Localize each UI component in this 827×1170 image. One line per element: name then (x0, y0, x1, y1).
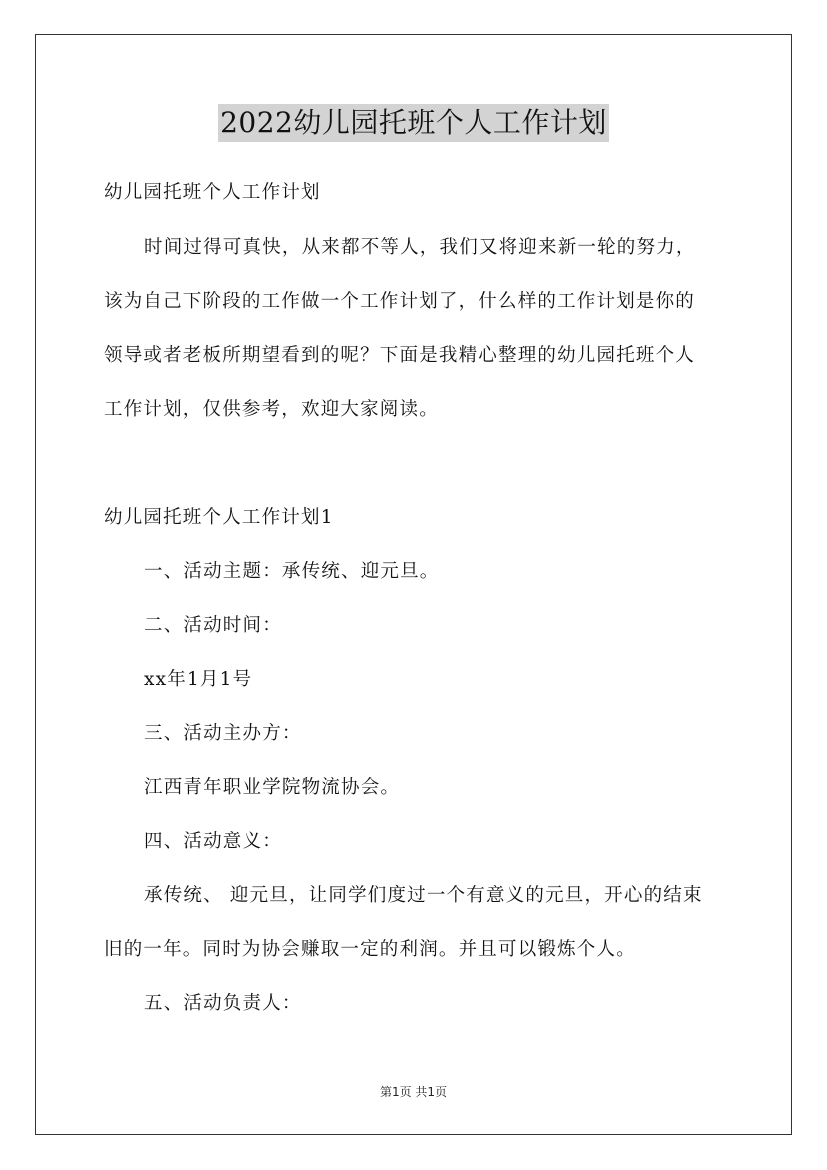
item-meaning-label: 四、活动意义： (144, 831, 282, 852)
title-container (0, 104, 827, 142)
page-footer: 第1页 共1页 (379, 1085, 448, 1099)
item-organizer-value: 江西青年职业学院物流协会。 (144, 777, 401, 798)
intro-line-2: 该为自己下阶段的工作做一个工作计划了，什么样的工作计划是你的 (104, 291, 696, 312)
item-organizer-label: 三、活动主办方： (144, 723, 302, 744)
item-time-value: xx年1月1号 (144, 669, 253, 690)
intro-line-4: 工作计划，仅供参考，欢迎大家阅读。 (104, 399, 439, 420)
meaning-line-2: 旧的一年。同时为协会赚取一定的利润。并且可以锻炼个人。 (104, 939, 636, 960)
item-theme: 一、活动主题：承传统、迎元旦。 (144, 561, 440, 582)
document-subtitle: 幼儿园托班个人工作计划 (104, 182, 321, 203)
item-time-label: 二、活动时间： (144, 615, 282, 636)
document-title: 2022幼儿园托班个人工作计划 (218, 104, 609, 142)
meaning-line-1: 承传统、 迎元旦，让同学们度过一个有意义的元旦，开心的结束 (144, 885, 703, 906)
intro-line-1: 时间过得可真快，从来都不等人，我们又将迎来新一轮的努力， (144, 237, 696, 258)
intro-line-3: 领导或者老板所期望看到的呢？下面是我精心整理的幼儿园托班个人 (104, 345, 696, 366)
section-heading: 幼儿园托班个人工作计划1 (104, 507, 334, 528)
item-responsible-label: 五、活动负责人： (144, 993, 302, 1014)
